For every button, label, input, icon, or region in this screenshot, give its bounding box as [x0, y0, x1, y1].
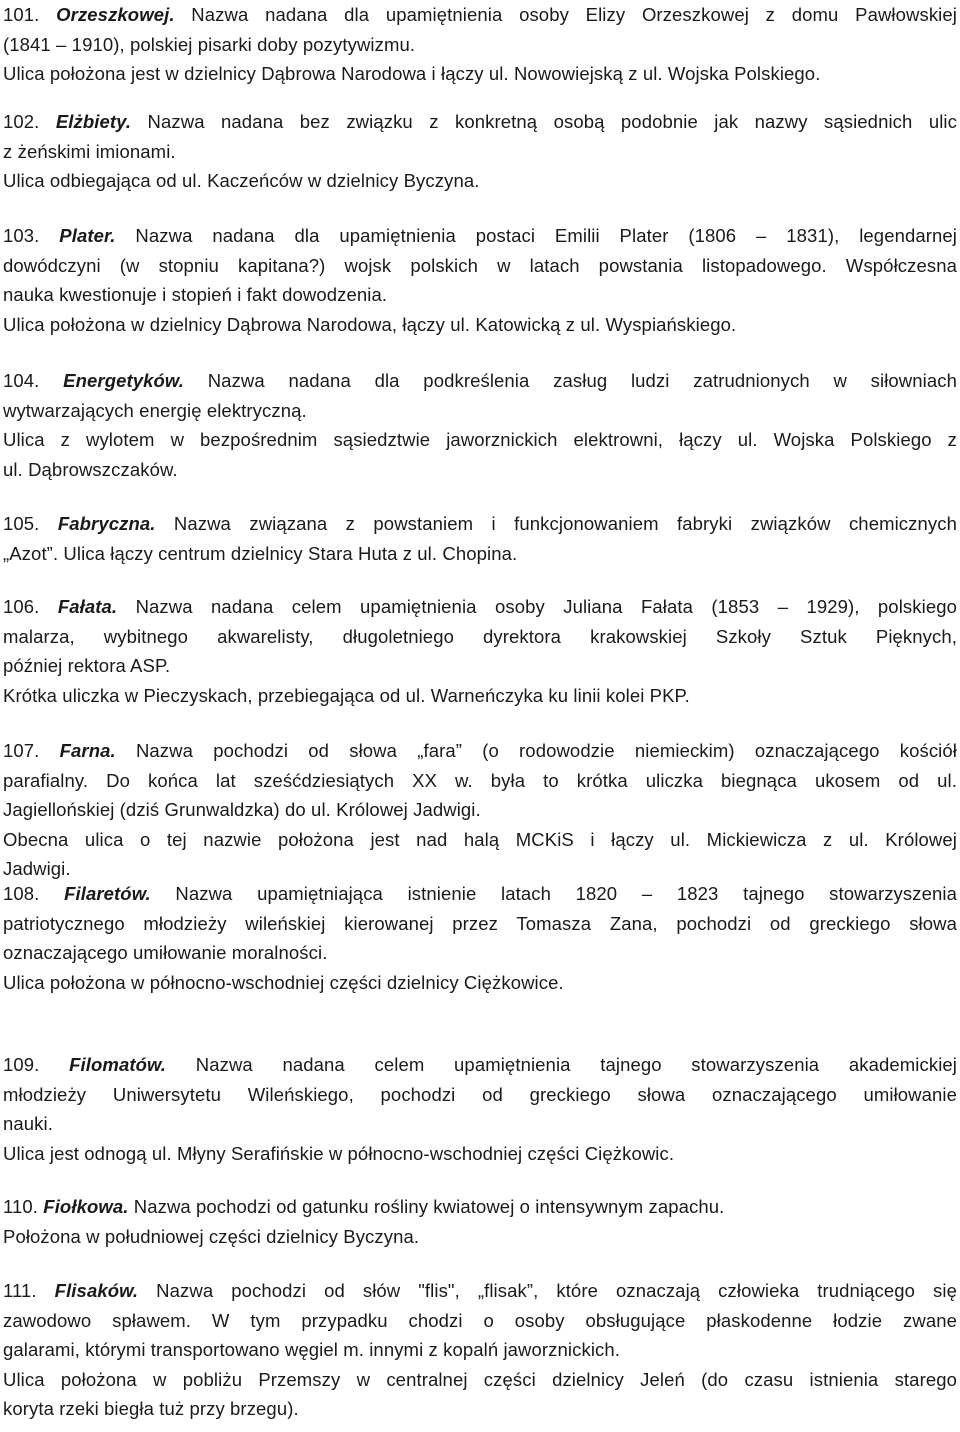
- street-name: Orzeszkowej.: [56, 4, 175, 25]
- entry-number: 105.: [3, 513, 40, 534]
- street-entry: [3, 736, 957, 884]
- entry-text: Ulica położona w północno-wschodniej części dzielnicy Ciężkowice.: [3, 971, 564, 993]
- entry-number: 110.: [3, 1196, 39, 1217]
- entry-text: Nazwa upamiętniająca istnienie latach 1820 – 1823 tajnego stowarzyszenia: [150, 883, 957, 904]
- entry-line: [3, 539, 957, 569]
- entry-text: dowódczyni (w stopniu kapitana?) wojsk polskich w latach powstania listopadowego. Współczesna: [3, 254, 957, 276]
- entry-text: Nazwa związana z powstaniem i funkcjonowaniem fabryki związków chemicznych: [155, 513, 957, 534]
- entry-text: Krótka uliczka w Pieczyskach, przebiegająca od ul. Warneńczyka ku linii kolei PKP.: [3, 684, 690, 706]
- entry-line: [3, 592, 957, 622]
- entry-line: [3, 166, 957, 196]
- entry-text: Ulica jest odnogą ul. Młyny Serafińskie w północno-wschodniej części Ciężkowic.: [3, 1142, 675, 1164]
- entry-text: galarami, którymi transportowano węgiel m. innymi z kopalń jaworznickich.: [3, 1339, 621, 1360]
- entry-text: Ulica położona w dzielnicy Dąbrowa Narodowa, łączy ul. Katowicką z ul. Wyspiańskiego.: [3, 313, 737, 335]
- entry-line: [3, 1050, 957, 1080]
- entry-text: wytwarzających energię elektryczną.: [3, 399, 307, 421]
- entry-number: 101.: [3, 4, 40, 25]
- entry-line: [3, 366, 957, 396]
- entry-line: [3, 681, 957, 711]
- entry-line: [3, 251, 957, 281]
- street-name: Farna.: [59, 740, 116, 761]
- entry-line: [3, 509, 957, 539]
- entry-text: Położona w południowej części dzielnicy Byczyna.: [3, 1225, 420, 1247]
- entry-text: z żeńskimi imionami.: [3, 140, 176, 162]
- entry-line: [3, 30, 957, 60]
- street-entry: [3, 107, 957, 196]
- entry-line: [3, 1192, 957, 1222]
- entry-line: [3, 137, 957, 167]
- street-entry: [3, 879, 957, 997]
- entry-text: nauki.: [3, 1113, 53, 1134]
- entry-line: [3, 310, 957, 340]
- street-name: Fabryczna.: [57, 513, 156, 534]
- entry-number: 111.: [3, 1280, 37, 1301]
- entry-number: 109.: [3, 1054, 40, 1075]
- entry-line: [3, 107, 957, 137]
- entry-text: Obecna ulica o tej nazwie położona jest nad halą MCKiS i łączy ul. Mickiewicza z ul. Królowej: [3, 828, 957, 850]
- entry-line: [3, 396, 957, 426]
- entry-text: Jadwigi.: [3, 858, 71, 879]
- street-entry: [3, 366, 957, 484]
- entry-line: [3, 1080, 957, 1110]
- entry-text: Nazwa nadana celem upamiętnienia tajnego stowarzyszenia akademickiej: [166, 1054, 957, 1075]
- entry-text: Ulica z wylotem w bezpośrednim sąsiedztwie jaworznickich elektrowni, łączy ul. Wojska Polskiego z: [3, 429, 957, 450]
- street-name: Filaretów.: [64, 883, 151, 904]
- entry-line: [3, 1394, 957, 1424]
- entry-number: 102.: [3, 111, 40, 132]
- street-name: Fiołkowa.: [43, 1196, 129, 1217]
- entry-number: 103.: [3, 225, 40, 246]
- entry-line: [3, 1139, 957, 1169]
- entry-line: [3, 455, 957, 485]
- street-entry: [3, 1276, 957, 1424]
- entry-line: [3, 938, 957, 968]
- entry-line: [3, 1335, 957, 1365]
- entry-line: [3, 1222, 957, 1252]
- entry-line: [3, 280, 957, 310]
- entry-line: [3, 1109, 957, 1139]
- entry-text: (1841 – 1910), polskiej pisarki doby pozytywizmu.: [3, 33, 416, 55]
- entry-text: Nazwa nadana dla podkreślenia zasług ludzi zatrudnionych w siłowniach: [183, 370, 957, 391]
- entry-text: oznaczającego umiłowanie moralności.: [3, 942, 328, 963]
- street-name: Energetyków.: [63, 370, 184, 391]
- street-entry: [3, 509, 957, 568]
- entry-line: [3, 795, 957, 825]
- entry-line: [3, 968, 957, 998]
- street-entry: [3, 592, 957, 710]
- entry-text: Jagiellońskiej (dziś Grunwaldzka) do ul. Królowej Jadwigi.: [3, 799, 481, 820]
- entry-text: patriotycznego młodzieży wileńskiej kierowanej przez Tomasza Zana, pochodzi od greckiego słowa: [3, 912, 957, 934]
- entry-line: [3, 622, 957, 652]
- entry-text: Ulica odbiegająca od ul. Kaczeńców w dzielnicy Byczyna.: [3, 170, 480, 191]
- entry-text: „Azot”. Ulica łączy centrum dzielnicy Stara Huta z ul. Chopina.: [3, 542, 518, 564]
- entry-line: [3, 879, 957, 909]
- entry-text: Ulica położona jest w dzielnicy Dąbrowa Narodowa i łączy ul. Nowowiejską z ul. Wojska Polskiego.: [3, 63, 821, 84]
- entry-line: [3, 221, 957, 251]
- entry-text: ul. Dąbrowszczaków.: [3, 458, 178, 480]
- entry-text: Nazwa pochodzi od gatunku rośliny kwiatowej o intensywnym zapachu.: [128, 1196, 725, 1217]
- entry-line: [3, 0, 957, 30]
- street-entry: [3, 0, 957, 89]
- entry-line: [3, 1365, 957, 1395]
- entry-line: [3, 1276, 957, 1306]
- entry-line: [3, 425, 957, 455]
- entry-text: nauka kwestionuje i stopień i fakt dowodzenia.: [3, 284, 388, 305]
- entry-text: malarza, wybitnego akwarelisty, długoletniego dyrektora krakowskiej Szkoły Sztuk Pięknych,: [3, 625, 957, 647]
- entry-text: Nazwa nadana celem upamiętnienia osoby Juliana Fałata (1853 – 1929), polskiego: [117, 596, 957, 617]
- entry-text: Ulica położona w pobliżu Przemszy w centralnej części dzielnicy Jeleń (do czasu istnienia starego: [3, 1368, 957, 1390]
- street-name: Fałata.: [57, 596, 118, 617]
- street-name: Elżbiety.: [55, 111, 132, 132]
- entry-line: [3, 825, 957, 855]
- street-entry: [3, 221, 957, 339]
- street-entry: [3, 1192, 957, 1251]
- entry-line: [3, 736, 957, 766]
- entry-line: [3, 909, 957, 939]
- entry-line: [3, 766, 957, 796]
- street-name: Filomatów.: [69, 1054, 167, 1075]
- entry-text: Nazwa nadana dla upamiętnienia osoby Elizy Orzeszkowej z domu Pawłowskiej: [174, 4, 957, 25]
- entry-number: 106.: [3, 596, 40, 617]
- entry-text: młodzieży Uniwersytetu Wileńskiego, pochodzi od greckiego słowa oznaczającego umiłowanie: [3, 1083, 957, 1105]
- street-name: Plater.: [59, 225, 116, 246]
- entry-text: zawodowo spławem. W tym przypadku chodzi o osoby obsługujące płaskodenne łodzie zwane: [3, 1309, 957, 1331]
- entry-text: parafialny. Do końca lat sześćdziesiątych XX w. była to krótka uliczka biegnąca ukosem od ul.: [3, 769, 957, 791]
- entry-text: później rektora ASP.: [3, 655, 171, 676]
- entry-line: [3, 1306, 957, 1336]
- entry-text: koryta rzeki biegła tuż przy brzegu).: [3, 1398, 299, 1419]
- entry-number: 108.: [3, 883, 40, 904]
- entry-text: Nazwa nadana bez związku z konkretną osobą podobnie jak nazwy sąsiednich ulic: [131, 111, 957, 132]
- entry-text: Nazwa pochodzi od słowa „fara” (o rodowodzie niemieckim) oznaczającego kościół: [115, 740, 957, 761]
- entry-line: [3, 651, 957, 681]
- entry-number: 104.: [3, 370, 40, 391]
- entry-number: 107.: [3, 740, 40, 761]
- entry-text: Nazwa pochodzi od słów "flis", „flisak”, które oznaczają człowieka trudniącego się: [138, 1280, 957, 1301]
- street-name: Flisaków.: [54, 1280, 139, 1301]
- entry-text: Nazwa nadana dla upamiętnienia postaci Emilii Plater (1806 – 1831), legendarnej: [115, 225, 957, 246]
- entry-line: [3, 59, 957, 89]
- street-entry: [3, 1050, 957, 1168]
